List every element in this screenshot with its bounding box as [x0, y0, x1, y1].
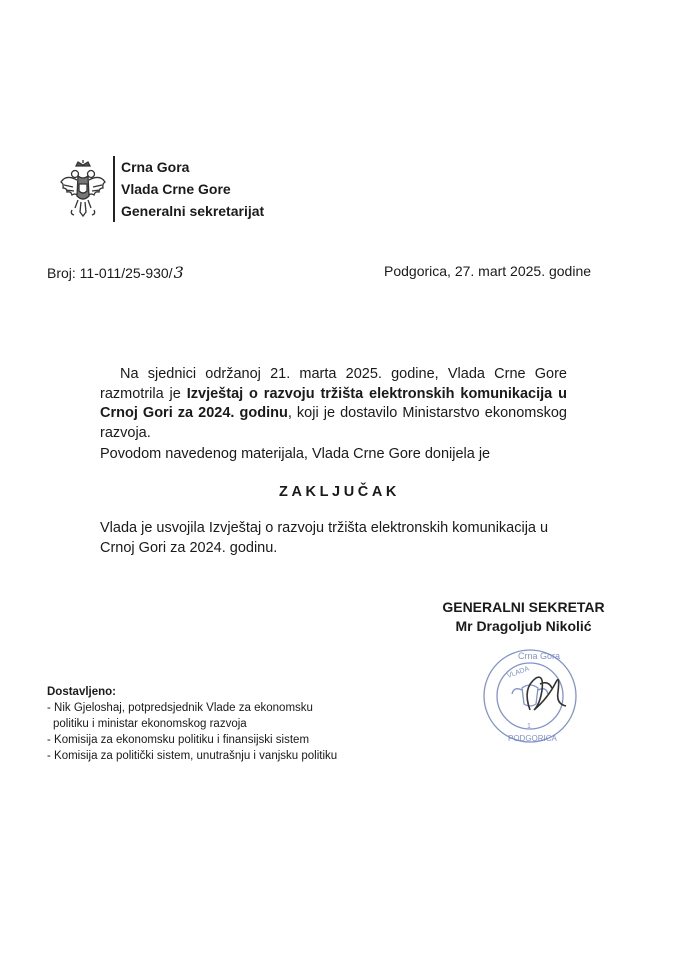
header-divider [113, 156, 115, 222]
document-body [100, 365, 567, 465]
session-text-start: Na sjednici održanoj 21. marta 2025. godine, Vlada Crne Gore razmotrila je [100, 366, 567, 402]
distribution-item: - Nik Gjeloshaj, potpredsjednik Vlade za ekonomsku [47, 702, 313, 714]
stamp-mid-text: VLADA [506, 665, 531, 680]
institution-header [121, 156, 264, 222]
place-and-date: Podgorica, 27. mart 2025. godine [384, 263, 592, 279]
conclusion-heading: ZAKLJUČAK [278, 484, 400, 500]
decision-intro-text: Povodom navedenog materijala, Vlada Crne Gore donijela je [100, 446, 491, 462]
reference-handwritten-number: 3 [173, 263, 184, 282]
signer-name: Mr Dragoljub Nikolić [455, 618, 592, 634]
coat-of-arms-icon [58, 160, 108, 220]
paragraph-decision-intro [100, 445, 567, 465]
header-country: Crna Gora [121, 159, 190, 175]
official-stamp [478, 644, 590, 748]
distribution-item-continued: politiku i ministar ekonomskog razvoja [53, 718, 247, 730]
distribution-list [47, 684, 337, 764]
stamp-number: 1 [527, 723, 531, 730]
distribution-item: - Komisija za ekonomsku politiku i finansijski sistem [47, 734, 310, 746]
distribution-item: - Komisija za politički sistem, unutrašnju i vanjsku politiku [47, 750, 338, 762]
header-government: Vlada Crne Gore [121, 181, 231, 197]
session-text-end: , koji je dostavilo Ministarstvo ekonomskog razvoja. [100, 405, 567, 441]
reference-label: Broj: 11-011/25-930/ [47, 265, 173, 281]
distribution-label: Dostavljeno: [47, 686, 117, 698]
conclusion-text: Vlada je usvojila Izvještaj o razvoju tržišta elektronskih komunikacija u Crnoj Gori za 2024. godinu. [100, 520, 549, 556]
report-title: Izvještaj o razvoju tržišta elektronskih komunikacija u Crnoj Gori za 2024. godinu [100, 385, 567, 421]
signature-block [420, 598, 627, 636]
signer-role: GENERALNI SEKRETAR [442, 599, 605, 615]
reference-number [47, 263, 184, 282]
paragraph-session [100, 365, 567, 443]
stamp-bottom-text: PODGORICA [508, 734, 557, 743]
header-secretariat: Generalni sekretarijat [121, 203, 265, 219]
stamp-top-text: Crna Gora [518, 651, 561, 661]
